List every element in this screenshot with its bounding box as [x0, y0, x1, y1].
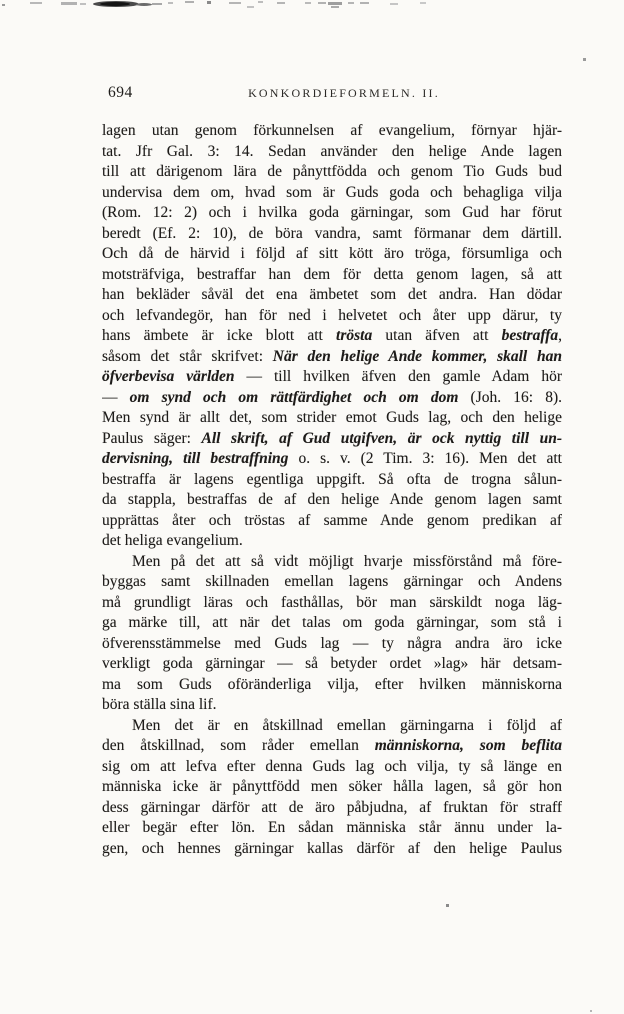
scan-speck [185, 1, 194, 3]
text-block [102, 121, 562, 859]
scan-speck [168, 2, 173, 4]
text-line [102, 736, 562, 757]
text-segment: böra ställa sina lif. [102, 696, 217, 713]
text-segment: upprättas åter och tröstas af samme Ande genom predikan af [102, 511, 562, 529]
italic-text-segment: dervisning, till bestraffning [102, 450, 289, 467]
text-segment: Paulus säger: [102, 429, 202, 447]
text-line [102, 634, 562, 655]
paragraph [102, 716, 562, 860]
text-segment: undervisa dem om, hvad som är Guds goda och behagliga vilja [102, 183, 562, 201]
italic-text-segment: bestraffa [501, 327, 559, 344]
scan-speck [61, 2, 77, 5]
text-line [102, 490, 562, 511]
text-segment: beredt (Ef. 2: 10), de böra vandra, samt förmanar dem därtill. [102, 224, 562, 242]
text-line [102, 572, 562, 593]
text-line [102, 367, 562, 388]
text-line [102, 716, 562, 737]
text-segment: eller begär efter lön. En sådan människa står ännu under la- [102, 819, 562, 836]
text-line [102, 265, 562, 286]
text-line [102, 613, 562, 634]
text-segment: (Joh. 16: 8). [458, 388, 562, 406]
text-line [102, 388, 562, 409]
text-segment: verkligt goda gärningar — så betyder ordet »lag» här detsam- [102, 655, 562, 672]
text-line [102, 839, 562, 860]
scan-speck [446, 904, 449, 907]
text-segment: Och då de härvid i följd af sitt kött äro tröga, försumliga och [102, 245, 562, 262]
text-segment: — [102, 388, 130, 406]
text-segment: tat. Jfr Gal. 3: 14. Sedan använder den helige Ande lagen [102, 142, 562, 160]
text-segment: (Rom. 12: 2) och i hvilka goda gärningar, som Gud har förut [102, 204, 562, 221]
text-segment: hans ämbete är icke blott att [102, 327, 337, 344]
scan-speck [390, 3, 398, 5]
text-line [102, 224, 562, 245]
text-segment: och lefvandegör, han för ned i helvetet och åter upp därur, ty [102, 306, 562, 324]
scan-speck [328, 2, 342, 5]
scan-speck [93, 1, 139, 7]
text-segment: Men på det att så vidt möjligt hvarje missförstånd må före- [132, 552, 562, 570]
text-line [102, 306, 562, 327]
text-line [102, 203, 562, 224]
scan-speck [420, 2, 426, 4]
text-segment: Men synd är allt det, som strider emot Guds lag, och den helige [102, 409, 562, 426]
scan-speck [360, 2, 369, 4]
text-segment: må grundligt läras och fasthållas, bör man särskildt noga läg- [102, 593, 562, 611]
text-segment: bestraffa är lagens egentliga uppgift. Så ofta de trogna sålun- [102, 470, 562, 488]
italic-text-segment: öfverbevisa världen [102, 368, 235, 385]
text-segment: gen, och hennes gärningar kallas därför af den helige Paulus [102, 839, 562, 857]
text-segment: den åtskillnad, som råder emellan [102, 737, 375, 754]
text-line [102, 531, 562, 552]
text-line [102, 408, 562, 429]
text-segment: dess gärningar därför att de äro påbjudna, af fruktan för straff [102, 798, 562, 816]
text-segment: Men det är en åtskillnad emellan gärningarna i följd af [132, 716, 562, 734]
italic-text-segment: All skrift, af Gud utgifven, är ock nyttig till un- [201, 429, 562, 447]
scan-speck [348, 2, 354, 4]
page-number: 694 [108, 84, 133, 101]
scan-speck [80, 3, 86, 5]
running-title: KONKORDIEFORMELN. II. [248, 86, 440, 100]
scan-speck [207, 1, 211, 4]
scan-speck [100, 2, 130, 6]
scan-speck [258, 1, 263, 3]
text-line [102, 347, 562, 368]
text-line [102, 675, 562, 696]
scan-speck [583, 58, 586, 61]
text-line [102, 552, 562, 573]
text-line [102, 654, 562, 675]
text-line [102, 593, 562, 614]
scan-speck [2, 4, 5, 6]
text-line [102, 798, 562, 819]
text-line [102, 695, 562, 716]
italic-text-segment: trösta [336, 327, 373, 344]
text-line [102, 818, 562, 839]
scan-speck [136, 3, 152, 6]
paragraph [102, 552, 562, 716]
italic-text-segment: När den helige Ande kommer, skall han [272, 347, 562, 365]
text-segment: — till hvilken äfven den gamle Adam hör [234, 368, 562, 385]
text-line [102, 285, 562, 306]
text-segment: o. s. v. (2 Tim. 3: 16). Men det att [288, 450, 562, 467]
paragraph [102, 121, 562, 552]
text-line [102, 326, 562, 347]
text-line [102, 511, 562, 532]
scan-speck [277, 2, 285, 4]
italic-text-segment: om synd och om rättfärdighet och om dom [129, 388, 459, 406]
text-line [102, 183, 562, 204]
text-segment: byggas samt skillnaden emellan lagens gärningar och Andens [102, 573, 562, 590]
text-segment: ma som Guds oföränderliga vilja, efter hvilken människorna [102, 675, 562, 693]
text-line [102, 121, 562, 142]
scan-speck [305, 2, 311, 4]
text-segment: såsom det står skrifvet: [102, 347, 273, 365]
scan-speck [247, 6, 254, 8]
italic-text-segment: människorna, som beflita [374, 737, 562, 754]
scan-speck [152, 3, 162, 5]
text-segment: till att därigenom lära de pånyttfödda och genom Tio Guds bud [102, 163, 562, 180]
text-line [102, 244, 562, 265]
text-segment: det heliga evangelium. [102, 532, 243, 549]
running-head [102, 84, 562, 102]
text-segment: ga märke till, att när det talas om goda gärningar, som stå i [102, 614, 562, 631]
text-segment: lagen utan genom förkunnelsen af evangelium, förnyar hjär- [102, 122, 562, 139]
text-line [102, 470, 562, 491]
text-segment: motsträfviga, bestraffar han dem för detta genom lagen, så att [102, 265, 562, 283]
scan-speck [590, 1010, 592, 1012]
text-segment: , [558, 327, 562, 344]
scan-speck [331, 6, 339, 8]
text-line [102, 429, 562, 450]
scan-speck [30, 2, 42, 4]
text-segment: sig om att lefva efter denna Guds lag och vilja, ty så länge en [102, 757, 562, 775]
text-segment: da stappla, bestraffas de af den helige Ande genom lagen samt [102, 491, 562, 508]
text-line [102, 142, 562, 163]
text-segment: öfverensstämmelse med Guds lag — ty några andra äro icke [102, 634, 562, 652]
scan-speck [318, 2, 326, 4]
text-segment: människa icke är pånyttfödd men söker hålla lagen, så gör hon [102, 778, 562, 795]
text-line [102, 757, 562, 778]
scan-speck [229, 2, 241, 4]
text-line [102, 449, 562, 470]
text-segment: han bekläder såväl det ena ämbetet som det andra. Han dödar [102, 286, 562, 303]
text-segment: utan äfven att [372, 327, 502, 344]
text-line [102, 162, 562, 183]
text-line [102, 777, 562, 798]
